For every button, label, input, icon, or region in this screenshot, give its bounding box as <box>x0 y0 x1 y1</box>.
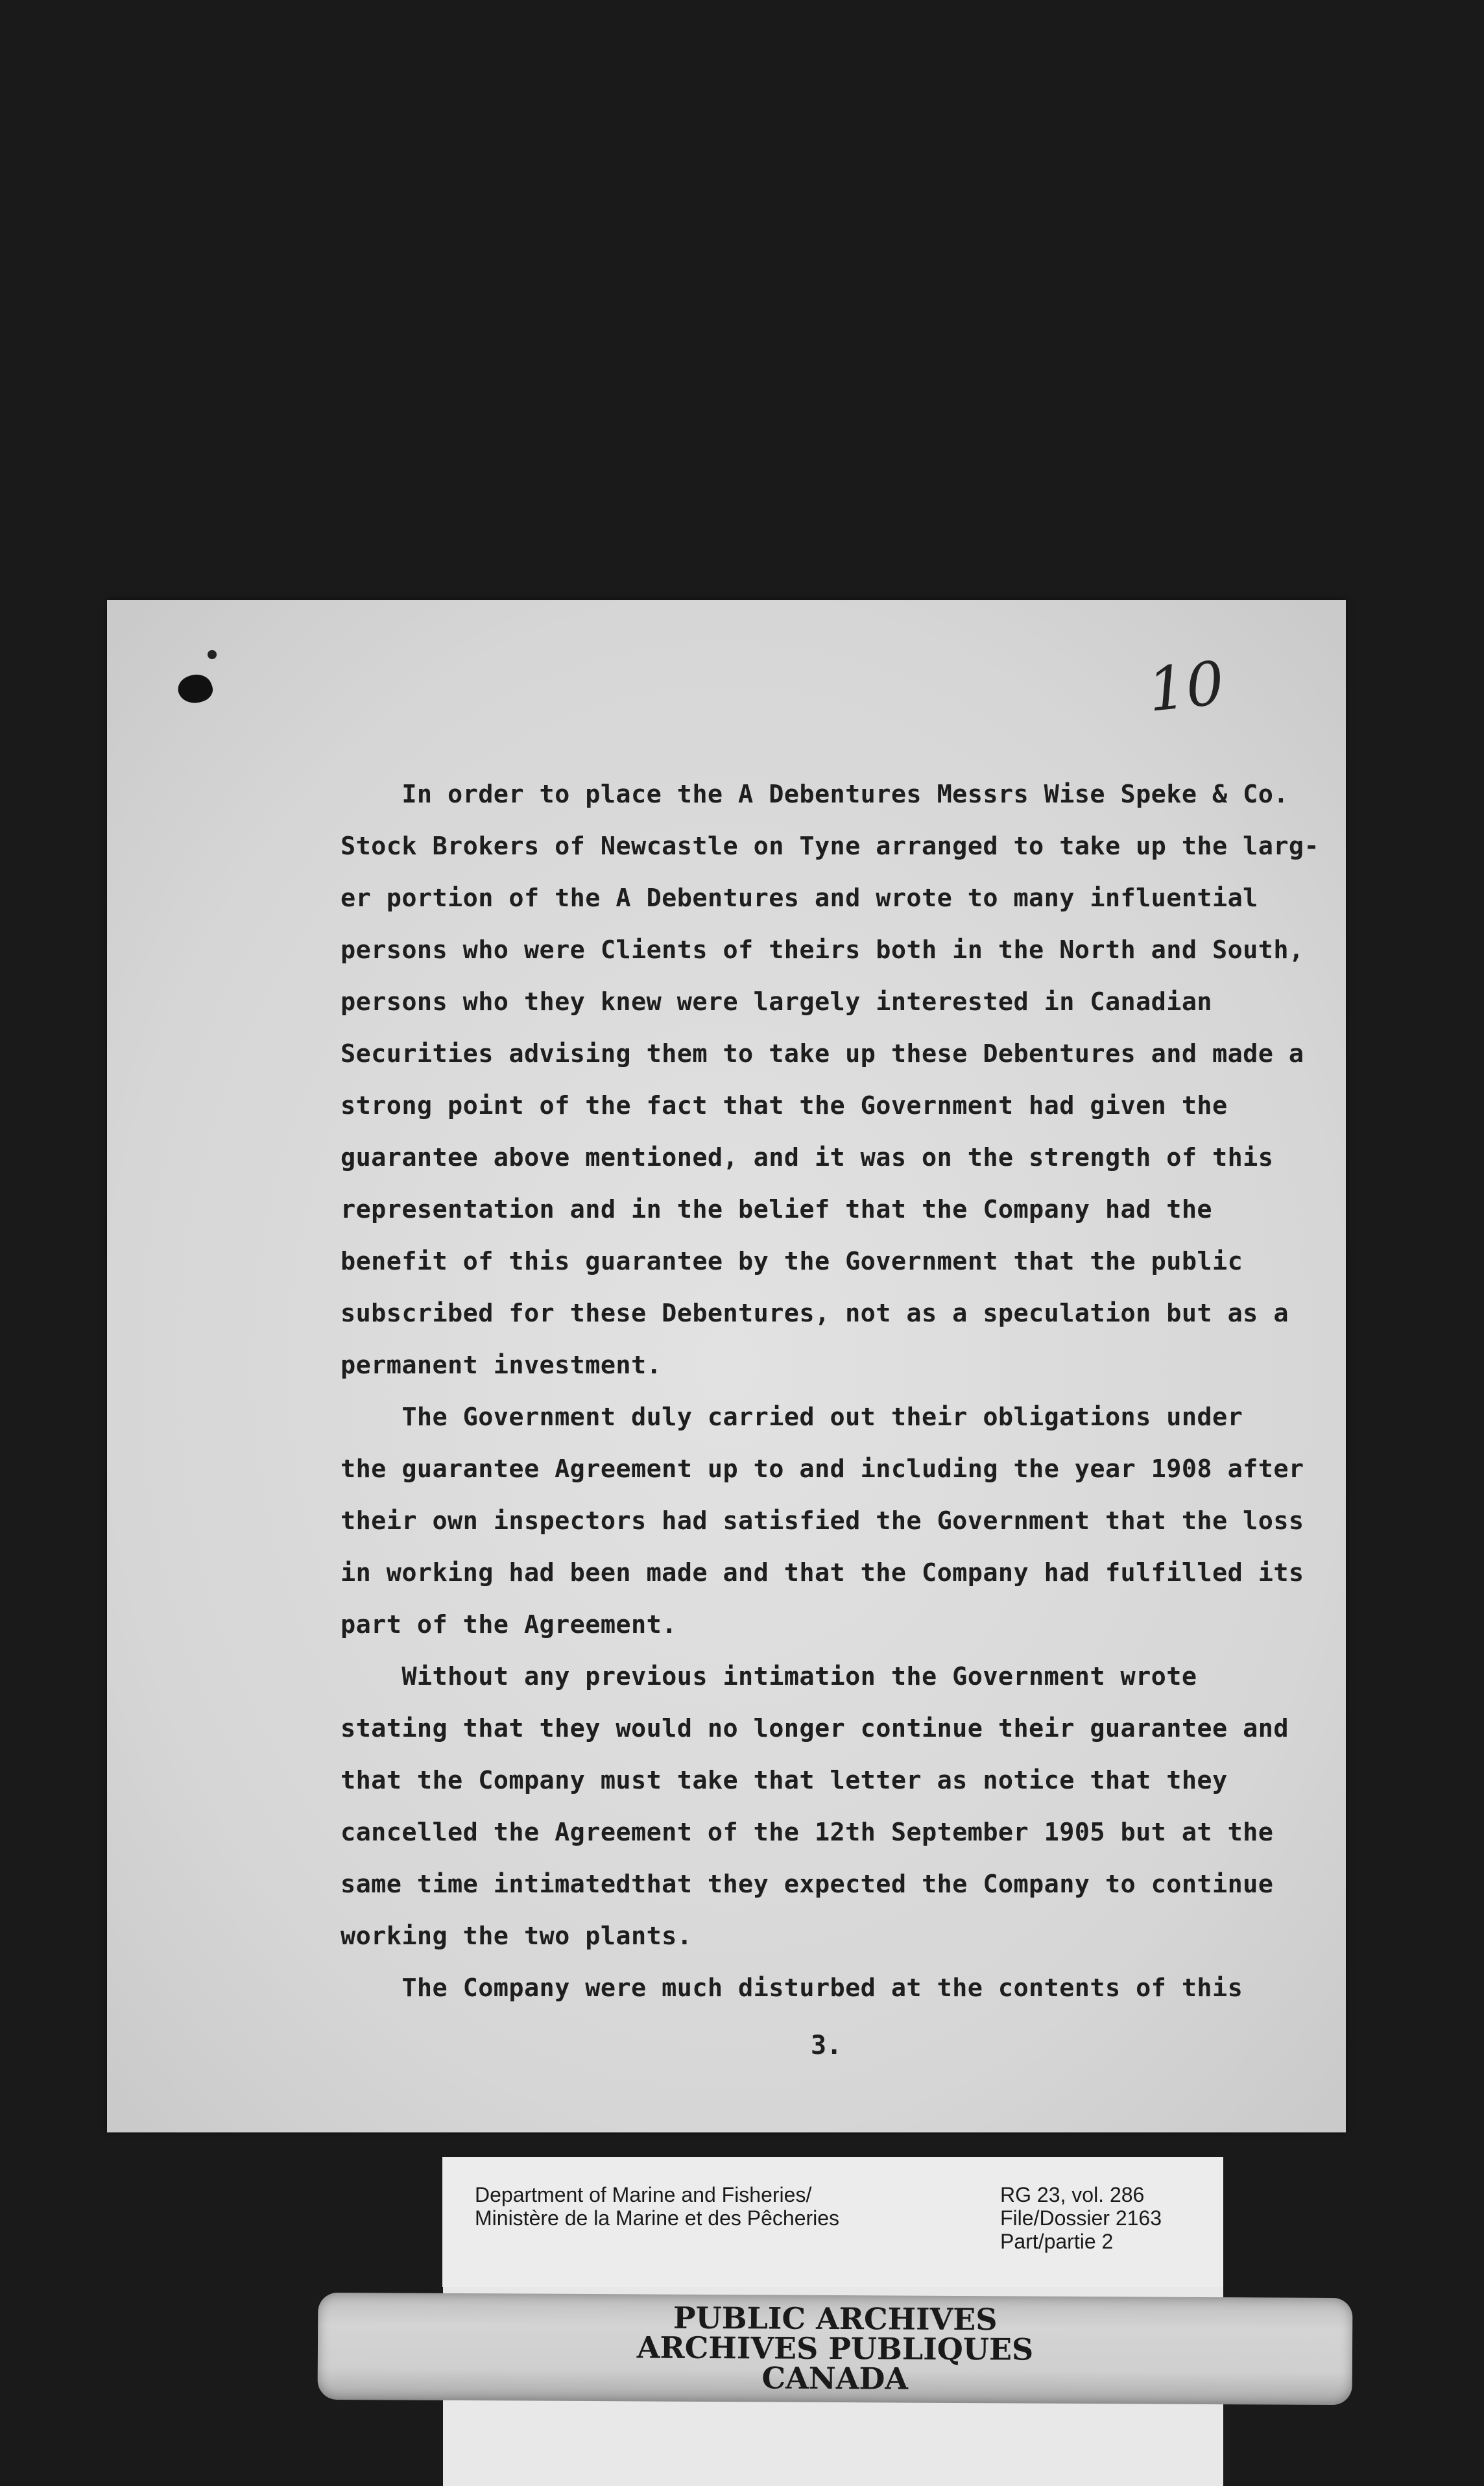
text-line: persons who they knew were largely interested in Canadian <box>341 987 1213 1017</box>
text-line: representation and in the belief that the Company had the <box>341 1195 1213 1224</box>
stamp-line-country: CANADA <box>761 2360 909 2396</box>
record-group: RG 23, vol. 286 <box>1000 2183 1145 2206</box>
part-number: Part/partie 2 <box>1000 2230 1114 2253</box>
text-line: stating that they would no longer continue their guarantee and <box>341 1714 1289 1743</box>
text-line: in working had been made and that the Company had fulfilled its <box>341 1558 1304 1587</box>
page-number: 3. <box>811 2031 843 2060</box>
archive-reference-label <box>442 2157 1223 2287</box>
file-number: File/Dossier 2163 <box>1000 2206 1162 2230</box>
text-line: working the two plants. <box>341 1922 693 1951</box>
department-english: Department of Marine and Fisheries/ <box>475 2183 812 2206</box>
text-line: Without any previous intimation the Government wrote <box>341 1662 1197 1691</box>
text-line: that the Company must take that letter as notice that they <box>341 1766 1228 1795</box>
text-line: part of the Agreement. <box>341 1610 677 1639</box>
ink-dot <box>208 650 217 659</box>
stamp-line-en: PUBLIC ARCHIVES <box>673 2300 998 2337</box>
public-archives-stamp <box>318 2293 1353 2405</box>
handwritten-folio-number: 10 <box>1144 648 1228 725</box>
text-line: The Government duly carried out their obligations under <box>341 1403 1243 1432</box>
text-line: the guarantee Agreement up to and including the year 1908 after <box>341 1454 1304 1484</box>
text-line: their own inspectors had satisfied the Government that the loss <box>341 1506 1304 1536</box>
text-line: In order to place the A Debentures Messrs Wise Speke & Co. <box>341 780 1289 809</box>
letter-body <box>341 769 1339 2014</box>
text-line: Stock Brokers of Newcastle on Tyne arranged to take up the larg- <box>341 832 1320 861</box>
text-line: guarantee above mentioned, and it was on the strength of this <box>341 1143 1274 1172</box>
text-line: benefit of this guarantee by the Government that the public <box>341 1247 1243 1276</box>
text-line: er portion of the A Debentures and wrote to many influential <box>341 884 1258 913</box>
text-line: cancelled the Agreement of the 12th September 1905 but at the <box>341 1818 1274 1847</box>
stamp-line-fr: ARCHIVES PUBLIQUES <box>636 2330 1034 2367</box>
text-line: permanent investment. <box>341 1351 662 1380</box>
text-line: persons who were Clients of theirs both in the North and South, <box>341 935 1304 965</box>
text-line: Securities advising them to take up these Debentures and made a <box>341 1039 1304 1068</box>
department-french: Ministère de la Marine et des Pêcheries <box>475 2206 840 2230</box>
text-line: subscribed for these Debentures, not as a speculation but as a <box>341 1299 1289 1328</box>
text-line: same time intimatedthat they expected the Company to continue <box>341 1870 1274 1899</box>
text-line: The Company were much disturbed at the contents of this <box>341 1973 1243 2003</box>
text-line: strong point of the fact that the Government had given the <box>341 1091 1228 1120</box>
